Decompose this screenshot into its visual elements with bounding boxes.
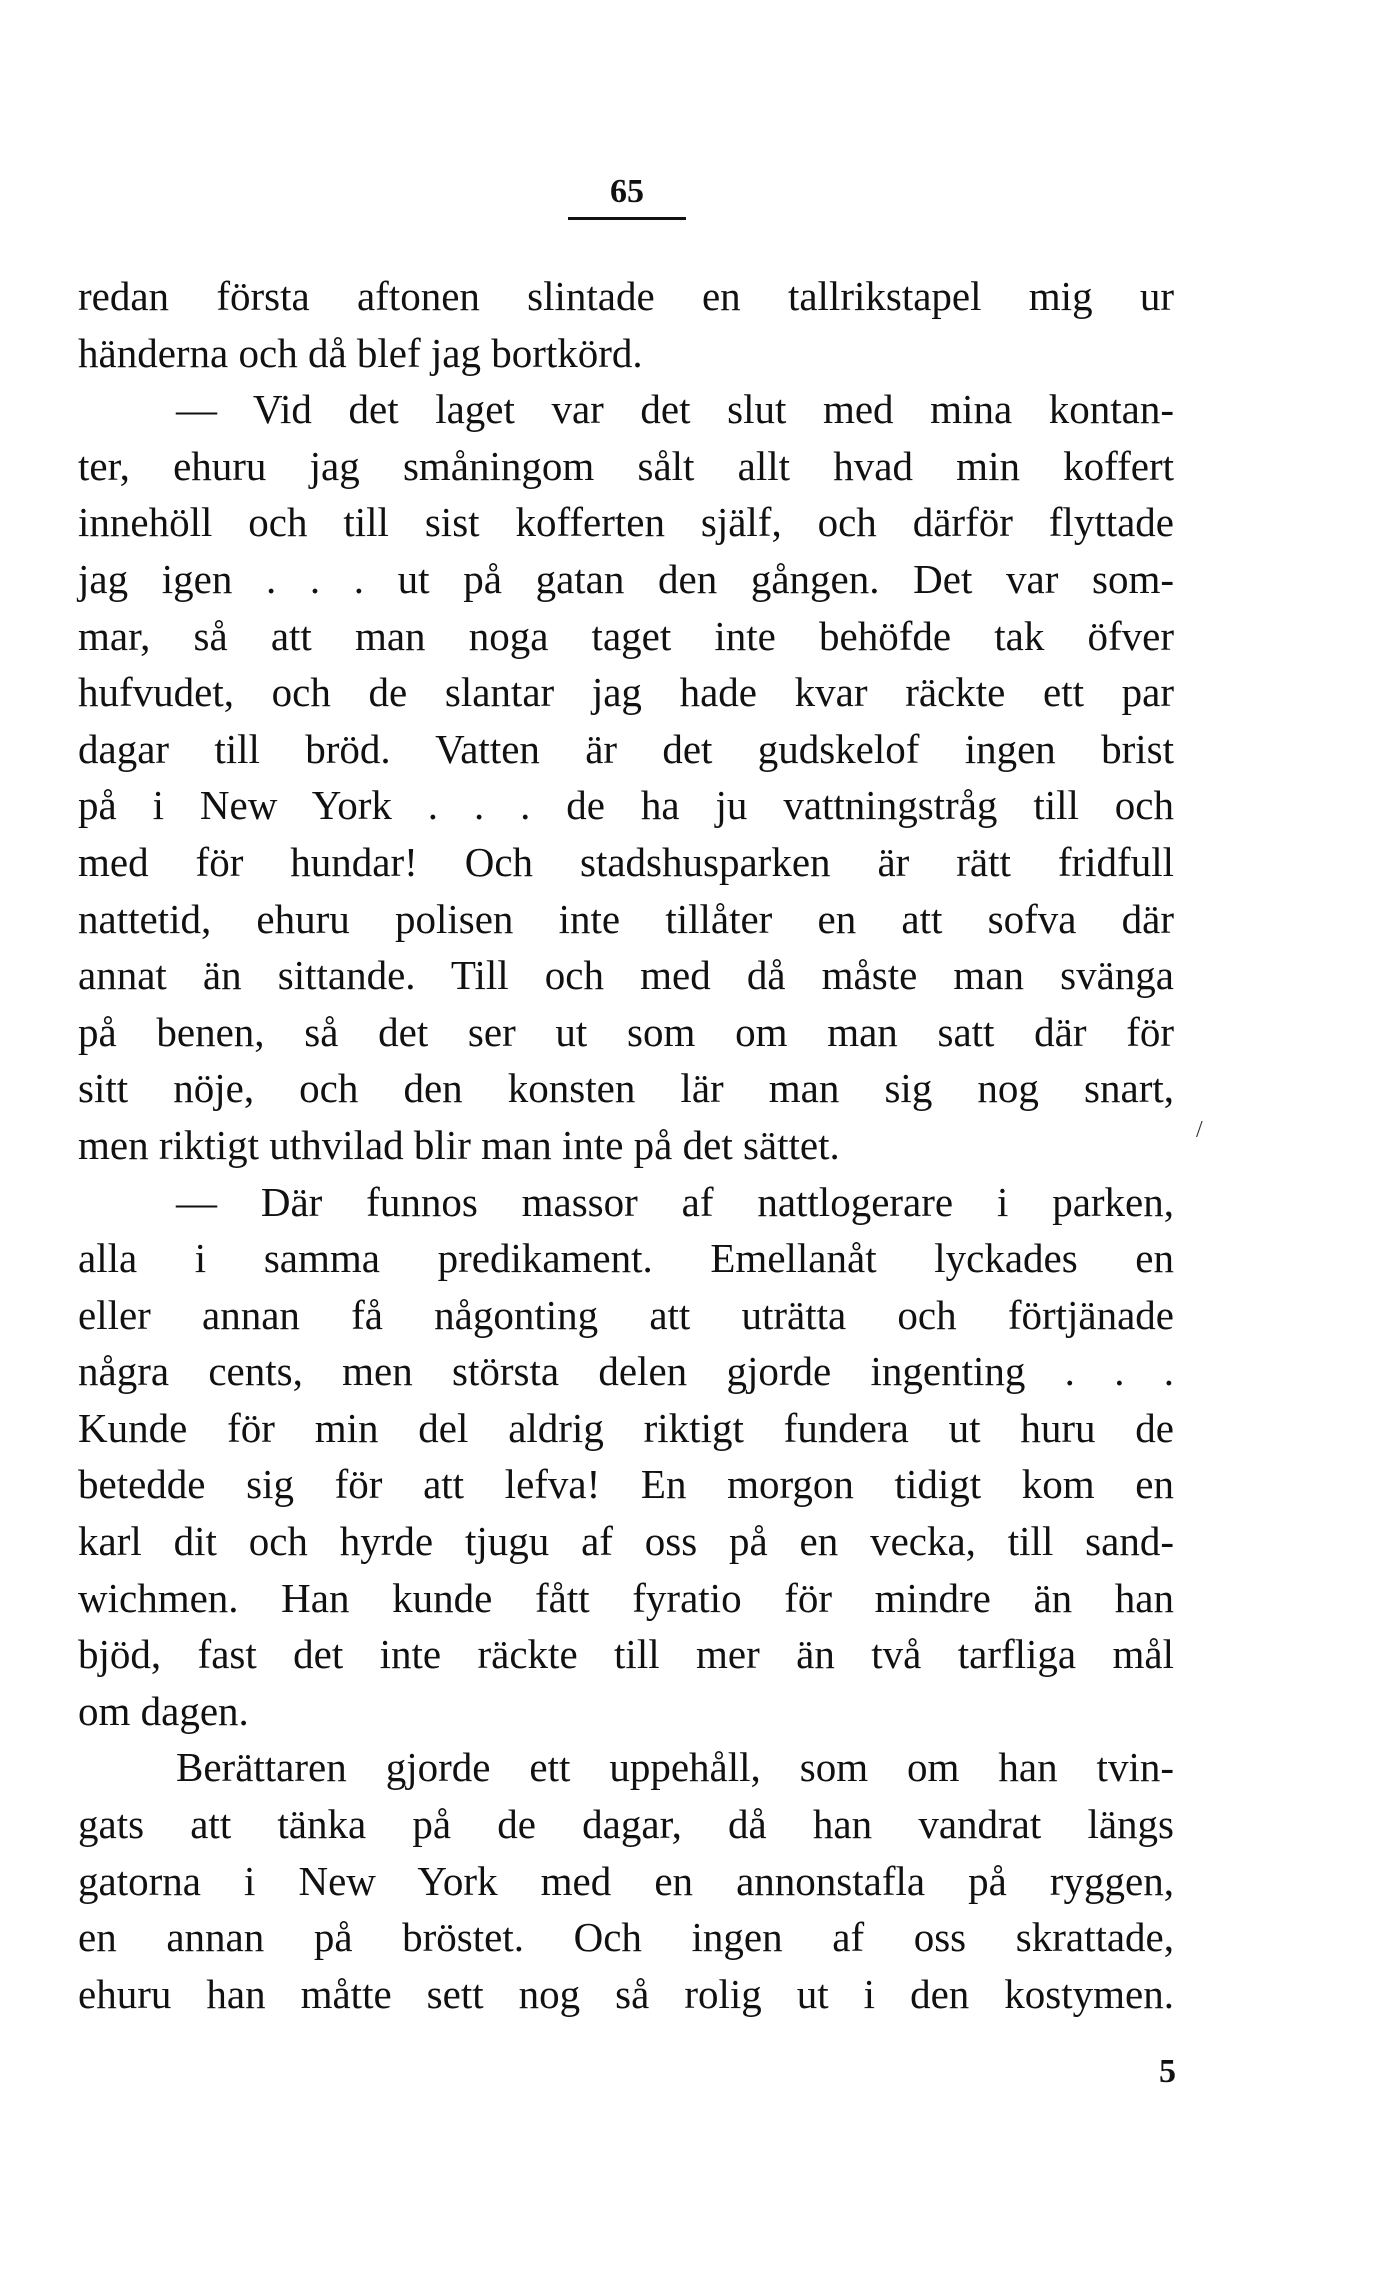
text-line: men riktigt uthvilad blir man inte på det sättet. <box>78 1121 840 1168</box>
text-line: en annan på bröstet. Och ingen af oss skrattade, <box>78 1914 1174 1961</box>
text-line: karl dit och hyrde tjugu af oss på en vecka, till sand- <box>78 1518 1174 1565</box>
page-number: 65 <box>610 173 644 210</box>
body-text <box>78 268 1174 2022</box>
text-line: på benen, så det ser ut som om man satt där för <box>78 1008 1174 1055</box>
text-line: några cents, men största delen gjorde ingenting . . . <box>78 1348 1174 1395</box>
text-line: gatorna i New York med en annonstafla på ryggen, <box>78 1857 1174 1904</box>
text-line: alla i samma predikament. Emellanåt lyckades en <box>78 1235 1174 1282</box>
text-line: redan första aftonen slintade en tallrikstapel mig ur <box>78 273 1174 319</box>
page-number-rule <box>568 217 686 220</box>
text-line: eller annan få någonting att uträtta och förtjänade <box>78 1291 1174 1338</box>
text-line: annat än sittande. Till och med då måste man svänga <box>78 952 1174 999</box>
text-line: Kunde för min del aldrig riktigt fundera ut huru de <box>78 1404 1174 1451</box>
text-line: mar, så att man noga taget inte behöfde tak öfver <box>78 612 1174 659</box>
text-line: innehöll och till sist kofferten själf, och därför flyttade <box>78 499 1174 546</box>
text-line: med för hundar! Och stadshusparken är rätt fridfull <box>78 838 1174 885</box>
text-line: hufvudet, och de slantar jag hade kvar räckte ett par <box>78 669 1174 716</box>
signature-mark: 5 <box>1159 2053 1176 2090</box>
text-line: nattetid, ehuru polisen inte tillåter en att sofva där <box>78 895 1174 942</box>
text-line: händerna och då blef jag bortkörd. <box>78 329 643 376</box>
text-line: Berättaren gjorde ett uppehåll, som om han tvin- <box>176 1744 1174 1791</box>
text-line: dagar till bröd. Vatten är det gudskelof ingen brist <box>78 725 1174 772</box>
text-line: wichmen. Han kunde fått fyratio för mindre än han <box>78 1574 1174 1621</box>
text-line: — Vid det laget var det slut med mina kontan- <box>176 386 1174 433</box>
text-line: ehuru han måtte sett nog så rolig ut i den kostymen. <box>78 1970 1174 2017</box>
stray-mark: / <box>1196 1117 1203 1143</box>
text-line: jag igen . . . ut på gatan den gången. Det var som- <box>78 555 1174 602</box>
text-line: gats att tänka på de dagar, då han vandrat längs <box>78 1801 1174 1848</box>
text-line: — Där funnos massor af nattlogerare i parken, <box>176 1178 1174 1225</box>
text-line: på i New York . . . de ha ju vattningstråg till och <box>78 782 1174 829</box>
text-line: sitt nöje, och den konsten lär man sig nog snart, <box>78 1065 1174 1112</box>
text-line: om dagen. <box>78 1687 249 1734</box>
text-line: betedde sig för att lefva! En morgon tidigt kom en <box>78 1461 1174 1508</box>
text-line: bjöd, fast det inte räckte till mer än två tarfliga mål <box>78 1631 1174 1678</box>
text-line: ter, ehuru jag småningom sålt allt hvad min koffert <box>78 442 1174 489</box>
